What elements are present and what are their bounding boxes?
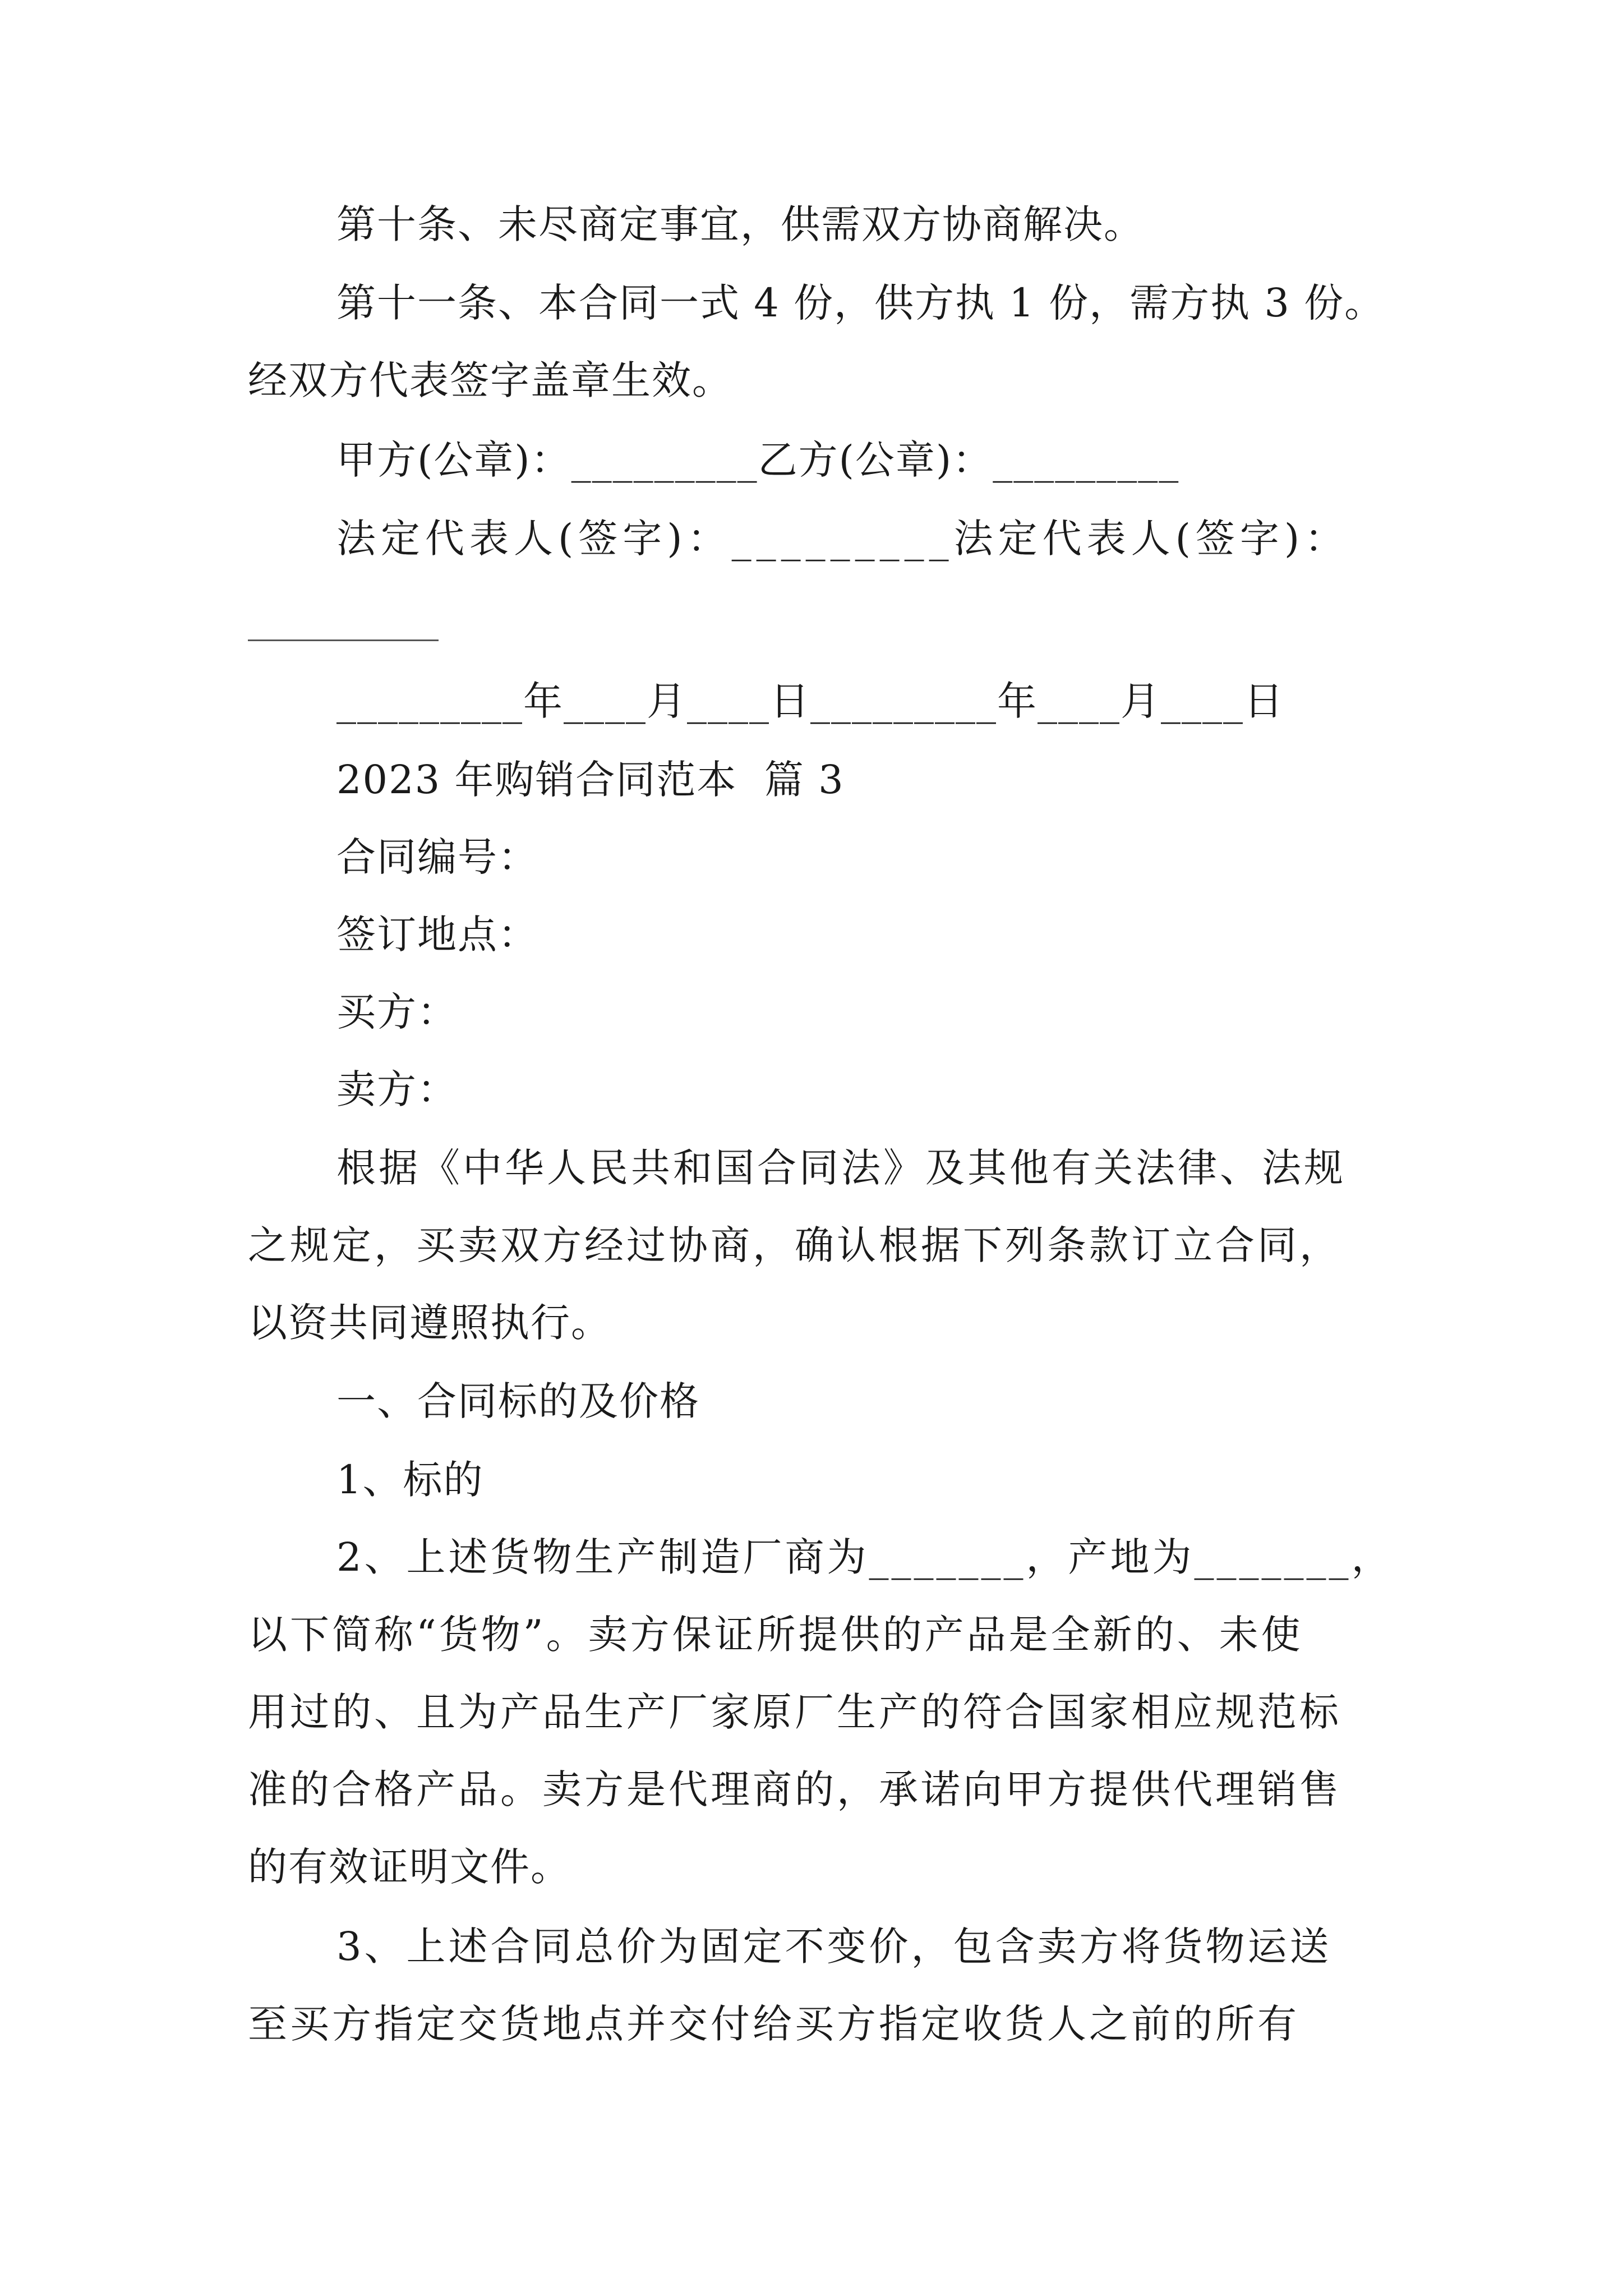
item-2-line-3: 用过的、且为产品生产厂家原厂生产的符合国家相应规范标 — [248, 1689, 1341, 1735]
heading-subject-price: 一、合同标的及价格 — [336, 1378, 700, 1424]
date-line: _________年____月____日_________年____月____日 — [336, 678, 1284, 724]
clause-11-continued: 经双方代表签字盖章生效。 — [248, 357, 732, 403]
item-3-line-1: 3、上述合同总价为固定不变价，包含卖方将货物运送 — [336, 1924, 1332, 1970]
contract-number-label: 合同编号： — [336, 834, 538, 880]
preamble-line-1: 根据《中华人民共和国合同法》及其他有关法律、法规 — [336, 1145, 1346, 1191]
item-1-subject: 1、标的 — [336, 1457, 484, 1503]
signature-blank-underline — [248, 639, 439, 641]
party-seal-line: 甲方(公章)：_________乙方(公章)：_________ — [336, 437, 1180, 483]
buyer-label: 买方： — [336, 989, 458, 1035]
item-2-line-4: 准的合格产品。卖方是代理商的，承诺向甲方提供代理销售 — [248, 1766, 1341, 1812]
section-title: 2023 年购销合同范本 篇 3 — [336, 757, 845, 803]
clause-10: 第十条、未尽商定事宜，供需双方协商解决。 — [336, 201, 1144, 247]
item-3-line-2: 至买方指定交货地点并交付给买方指定收货人之前的所有 — [248, 2001, 1299, 2047]
preamble-line-2: 之规定，买卖双方经过协商，确认根据下列条款订立合同， — [248, 1222, 1341, 1268]
clause-11: 第十一条、本合同一式 4 份，供方执 1 份，需方执 3 份。 — [336, 280, 1385, 326]
item-2-line-1: 2、上述货物生产制造厂商为_______，产地为_______， — [336, 1534, 1394, 1580]
preamble-line-3: 以资共同遵照执行。 — [248, 1300, 611, 1346]
item-2-line-2: 以下简称“货物”。卖方保证所提供的产品是全新的、未使 — [248, 1612, 1303, 1658]
signing-place-label: 签订地点： — [336, 912, 538, 958]
item-2-line-5: 的有效证明文件。 — [248, 1844, 571, 1890]
legal-rep-signature-line: 法定代表人(签字)：_________法定代表人(签字)： — [336, 516, 1349, 562]
seller-label: 卖方： — [336, 1066, 458, 1112]
